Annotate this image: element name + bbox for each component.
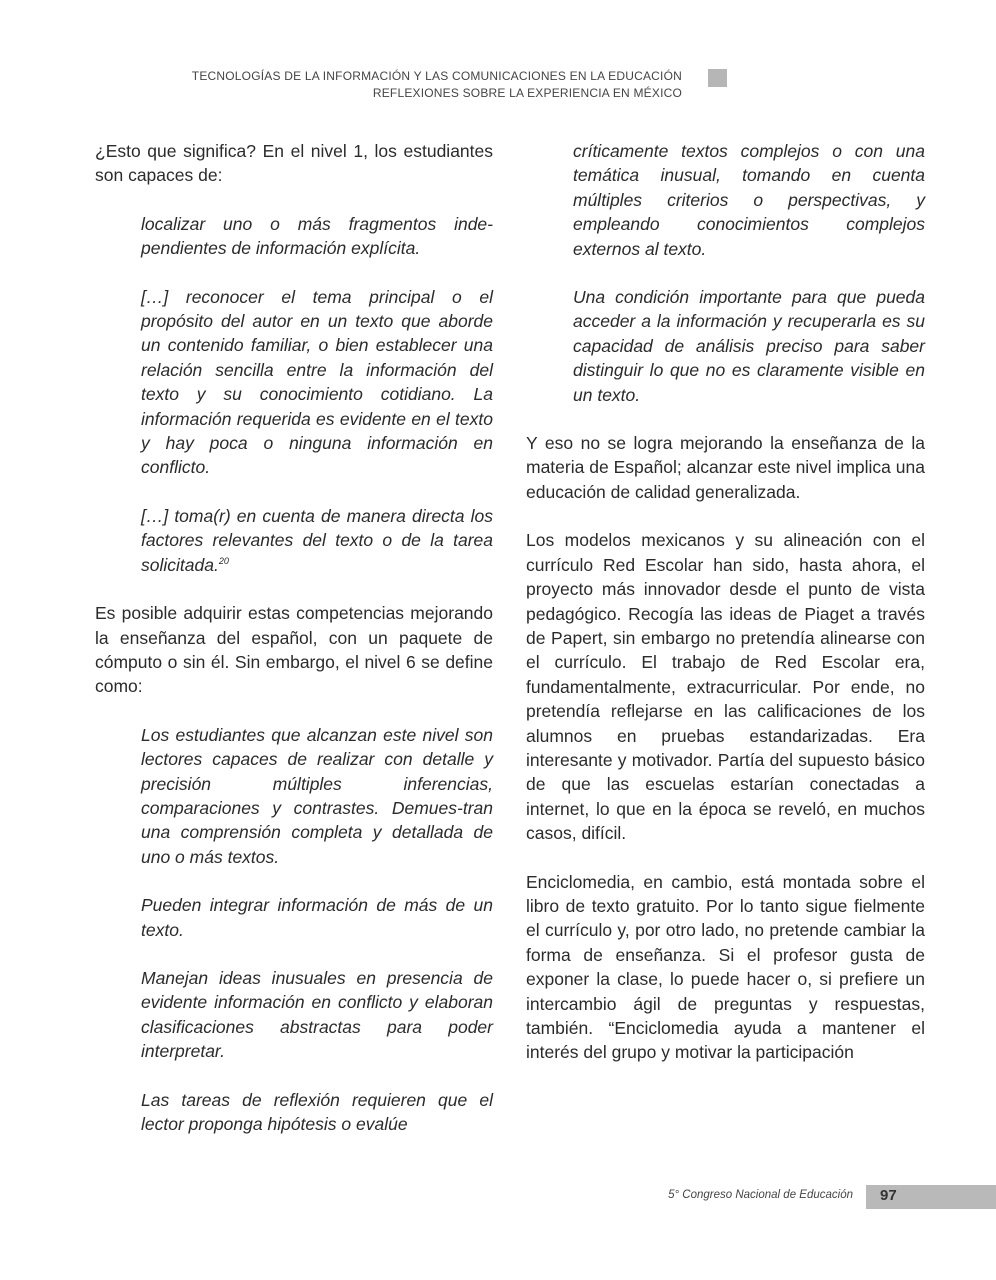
block-quote: Manejan ideas inusuales en presencia de evidente información en conflicto y elaboran clasificaciones abstractas para poder interpretar.	[141, 967, 493, 1062]
block-quote: localizar uno o más fragmentos inde-pendientes de información explícita.	[141, 213, 493, 259]
header-title-line-1: TECNOLOGÍAS DE LA INFORMACIÓN Y LAS COMUNICACIONES EN LA EDUCACIÓN	[191, 69, 682, 83]
block-quote: críticamente textos complejos o con una temática inusual, tomando en cuenta múltiples criterios o perspectivas, y empleando conocimientos complejos externos al texto.	[573, 141, 925, 259]
paragraph: ¿Esto que significa? En el nivel 1, los estudiantes son capaces de:	[95, 141, 493, 186]
page-number-box	[866, 1185, 996, 1209]
left-column	[95, 139, 493, 1160]
footnote-reference: 20	[218, 555, 229, 566]
block-quote-text: […] toma(r) en cuenta de manera directa los factores relevantes del texto o de la tarea solicitada.	[141, 505, 493, 575]
running-header	[42, 68, 682, 101]
page-number: 97	[880, 1187, 897, 1204]
block-quote: […] reconocer el tema principal o el propósito del autor en un texto que aborde un contenido familiar, o bien establecer una relación sencilla entre la información del texto y su conocimiento cotidiano. La información requerida es evidente en el texto y hay poca o ninguna información en conflicto.	[141, 286, 493, 478]
block-quote: Pueden integrar información de más de un texto.	[141, 895, 493, 940]
block-quote: Las tareas de reflexión requieren que el lector proponga hipótesis o evalúe	[141, 1089, 493, 1134]
paragraph: Enciclomedia, en cambio, está montada sobre el libro de texto gratuito. Por lo tanto sigue fielmente el currículo y, por otro lado, no pretende cambiar la forma de enseñanza. Si el profesor gusta de exponer la clase, lo puede hacer o, si prefiere un intercambio ágil de preguntas y respuestas, también. “Enciclomedia ayuda a mantener el interés del grupo y motivar la participación	[526, 871, 925, 1063]
footer-conference-name: 5° Congreso Nacional de Educación	[668, 1189, 853, 1201]
block-quote: Una condición importante para que pueda acceder a la información y recuperarla es su capacidad de análisis preciso para saber distinguir lo que no es claramente visible en un texto.	[573, 287, 925, 405]
header-marker-square	[708, 69, 727, 87]
block-quote: Los estudiantes que alcanzan este nivel son lectores capaces de realizar con detalle y precisión múltiples inferencias, comparaciones y contrastes. Demues-tran una comprensión completa y detallada de uno o más textos.	[141, 724, 493, 867]
header-title-line-2: REFLEXIONES SOBRE LA EXPERIENCIA EN MÉXICO	[372, 85, 682, 100]
paragraph: Y eso no se logra mejorando la enseñanza de la materia de Español; alcanzar este nivel implica una educación de calidad generalizada.	[526, 433, 925, 502]
paragraph: Es posible adquirir estas competencias mejorando la enseñanza del español, con un paquete de cómputo o sin él. Sin embargo, el nivel 6 se define como:	[95, 603, 493, 697]
right-column	[526, 139, 925, 1089]
page-footer	[0, 1185, 996, 1209]
block-quote	[141, 504, 493, 577]
paragraph: Los modelos mexicanos y su alineación con el currículo Red Escolar han sido, hasta ahora, el proyecto más innovador desde el punto de vista pedagógico. Recogía las ideas de Piaget a través de Papert, sin embargo no pretendía alinearse con el currículo. El trabajo de Red Escolar era, fundamentalmente, extracurricular. Por ende, no pretendía reflejarse en las calificaciones de los alumnos en pruebas estandarizadas. Era interesante y motivador. Partía del supuesto básico de que las escuelas estarían conectadas a internet, lo que en la época se reveló, en muchos casos, difícil.	[526, 530, 925, 844]
